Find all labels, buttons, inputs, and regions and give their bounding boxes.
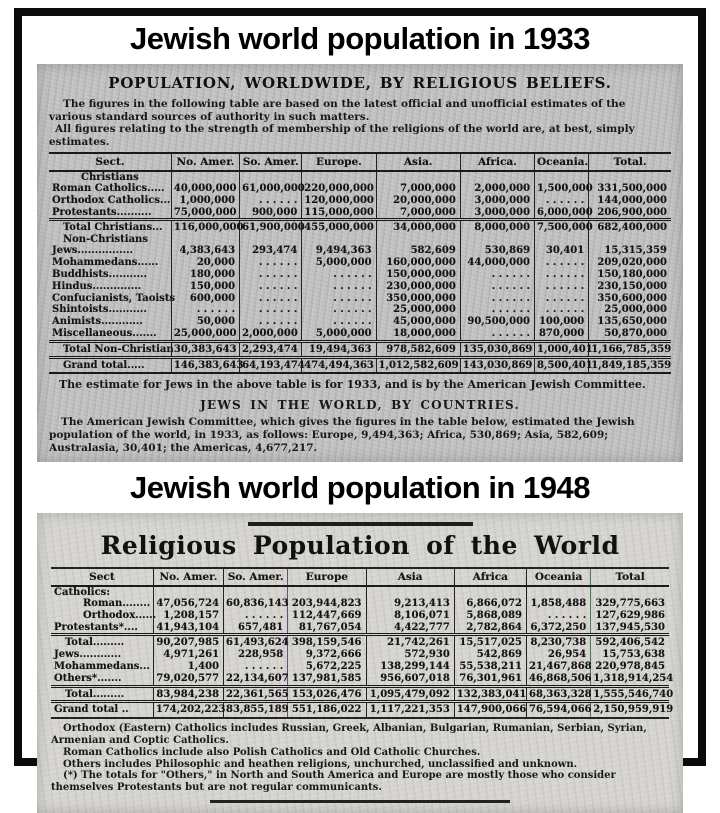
cell: 2,782,864 [454, 622, 526, 635]
table-row [49, 304, 671, 316]
cell: . . . . . . [224, 661, 288, 673]
page-title-1933: Jewish world population in 1933 [130, 21, 590, 56]
cell: 61,900,000 [240, 220, 302, 234]
cell: . . . . . . [460, 304, 534, 316]
cell: . . . . . . [460, 328, 534, 341]
cell: 25,000,000 [589, 304, 671, 316]
cell: 30,401 [535, 245, 589, 257]
cell: 81,767,054 [288, 622, 366, 635]
row-label: Hindus.............. [52, 280, 142, 292]
column-header: Oceania. [535, 153, 589, 171]
table-row [49, 195, 671, 207]
column-header: Sect. [49, 153, 171, 171]
cell: 956,607,018 [366, 673, 454, 686]
cell: 61,000,000 [240, 183, 302, 195]
scan-1933 [37, 64, 683, 462]
column-header: Sect [51, 568, 153, 586]
cell: 146,383,643 [171, 357, 239, 373]
cell: 68,363,328 [527, 686, 591, 702]
cell: 7,000,000 [376, 207, 460, 220]
cell: 34,000,000 [376, 220, 460, 234]
row-label: Buddhists........... [52, 269, 147, 281]
cell: 22,134,607 [224, 673, 288, 686]
header-row [49, 153, 671, 171]
scan1933-paragraph: The American Jewish Committee, which gives the figures in the table below, estimated the Jewish population of the world, in 1933, as follows: Europe, 9,494,363; Africa, 530,869; Asia, 582,609; Australasia, 30,401; the Americas, 4,677,217. [49, 416, 635, 455]
column-header: Africa. [460, 153, 534, 171]
cell: 143,030,869 [460, 357, 534, 373]
cell: 600,000 [171, 293, 239, 305]
cell: 8,000,000 [460, 220, 534, 234]
table-row [51, 673, 669, 686]
cell: 7,000,000 [376, 183, 460, 195]
row-label: Total......... [51, 686, 153, 702]
cell: 870,000 [535, 328, 589, 341]
cell: 572,930 [366, 649, 454, 661]
cell: 160,000,000 [376, 257, 460, 269]
column-header: So. Amer. [240, 153, 302, 171]
cell: 1,095,479,092 [366, 686, 454, 702]
cell: 582,609 [376, 245, 460, 257]
cell: 1,318,914,254 [591, 673, 669, 686]
header-row [51, 568, 669, 586]
cell: . . . . . . [171, 304, 239, 316]
cell [460, 234, 534, 245]
column-header: Total. [589, 153, 671, 171]
population-1933-table [49, 152, 671, 375]
row-label: Roman Catholics..... [52, 183, 165, 195]
cell: 25,000,000 [376, 304, 460, 316]
scan1933-headline: POPULATION, WORLDWIDE, BY RELIGIOUS BELIEFS. [108, 73, 612, 92]
table-row [51, 610, 669, 622]
cell: 6,866,072 [454, 598, 526, 610]
scan1933-intro-line2: All figures relating to the strength of membership of the religions of the world are, at best, simply estimates. [49, 123, 635, 149]
cell [589, 234, 671, 245]
cell: 22,361,565 [224, 686, 288, 702]
cell: 55,538,211 [454, 661, 526, 673]
cell: 900,000 [240, 207, 302, 220]
table-row [49, 220, 671, 234]
cell: 76,594,066 [527, 702, 591, 718]
cell [376, 171, 460, 183]
table-row [49, 357, 671, 373]
cell: 83,984,238 [153, 686, 223, 702]
table-row [49, 171, 671, 183]
cell: 220,978,845 [591, 661, 669, 673]
column-header: No. Amer. [153, 568, 223, 586]
cell: 26,954 [527, 649, 591, 661]
cell: 530,869 [460, 245, 534, 257]
cell: 45,000,000 [376, 316, 460, 328]
cell [240, 171, 302, 183]
cell: 120,000,000 [302, 195, 376, 207]
cell: . . . . . . [240, 269, 302, 281]
cell: 220,000,000 [302, 183, 376, 195]
cell: 116,000,000 [171, 220, 239, 234]
cell: 127,629,986 [591, 610, 669, 622]
cell: 150,000,000 [376, 269, 460, 281]
cell: 76,301,961 [454, 673, 526, 686]
table-row [51, 635, 669, 649]
cell: 90,207,985 [153, 635, 223, 649]
cell: . . . . . . [224, 610, 288, 622]
cell: . . . . . . [240, 257, 302, 269]
cell: 100,000 [535, 316, 589, 328]
row-label: Shintoists........... [52, 304, 147, 316]
cell [460, 171, 534, 183]
table-row [49, 207, 671, 220]
cell: 329,775,663 [591, 598, 669, 610]
cell: . . . . . . [302, 293, 376, 305]
cell: 4,971,261 [153, 649, 223, 661]
cell: . . . . . . [302, 269, 376, 281]
cell: 21,467,868 [527, 661, 591, 673]
cell: 6,000,000 [535, 207, 589, 220]
cell: 79,020,577 [153, 673, 223, 686]
cell: . . . . . . [240, 281, 302, 293]
cell: . . . . . . [535, 304, 589, 316]
cell: 5,868,089 [454, 610, 526, 622]
cell: . . . . . . [535, 269, 589, 281]
cell: 1,000,000 [171, 195, 239, 207]
row-label: Grand total..... [49, 357, 171, 373]
cell: 3,000,000 [460, 195, 534, 207]
cell: 230,000,000 [376, 281, 460, 293]
cell: 978,582,609 [376, 341, 460, 357]
row-label: Mohammedans... [54, 661, 150, 673]
cell: 2,000,000 [460, 183, 534, 195]
cell: 19,494,363 [302, 341, 376, 357]
cell: . . . . . . [535, 293, 589, 305]
cell: 5,672,225 [288, 661, 366, 673]
cell: 153,026,476 [288, 686, 366, 702]
cell: 25,000,000 [171, 328, 239, 341]
cell: 350,000,000 [376, 293, 460, 305]
cell: 8,230,738 [527, 635, 591, 649]
cell: 1,012,582,609 [376, 357, 460, 373]
table-row [49, 234, 671, 245]
row-label: Total......... [51, 635, 153, 649]
cell: 206,900,000 [589, 207, 671, 220]
cell: 132,383,041 [454, 686, 526, 702]
cell: . . . . . . [535, 257, 589, 269]
row-label: Protestants.......... [52, 206, 152, 218]
cell: 293,474 [240, 245, 302, 257]
cell: 2,293,474 [240, 341, 302, 357]
column-header: Total [591, 568, 669, 586]
cell: 1,166,785,359 [589, 341, 671, 357]
cell [366, 586, 454, 598]
cell: 1,400 [153, 661, 223, 673]
column-header: Africa [454, 568, 526, 586]
row-label: Mohammedans...... [52, 257, 159, 269]
cell: 6,372,250 [527, 622, 591, 635]
cell: 1,555,546,740 [591, 686, 669, 702]
cell: . . . . . . [302, 316, 376, 328]
cell: 15,315,359 [589, 245, 671, 257]
cell [302, 234, 376, 245]
cell: 40,000,000 [171, 183, 239, 195]
cell: 20,000 [171, 257, 239, 269]
cell: 551,186,022 [288, 702, 366, 718]
cell: . . . . . . [535, 195, 589, 207]
cell [288, 586, 366, 598]
cell: 15,517,025 [454, 635, 526, 649]
cell: . . . . . . [527, 610, 591, 622]
cell: 137,981,585 [288, 673, 366, 686]
cell: 2,000,000 [240, 328, 302, 341]
cell: 228,958 [224, 649, 288, 661]
scan1933-subhead: JEWS IN THE WORLD, BY COUNTRIES. [200, 398, 520, 413]
group-label: Non-Christians [63, 234, 148, 246]
cell: 46,868,506 [527, 673, 591, 686]
cell: 331,500,000 [589, 183, 671, 195]
outer-frame [14, 8, 706, 794]
cell: . . . . . . [460, 293, 534, 305]
cell: 147,900,066 [454, 702, 526, 718]
row-label: Animists............ [52, 316, 143, 328]
cell: 47,056,724 [153, 598, 223, 610]
cell [535, 171, 589, 183]
cell: 9,213,413 [366, 598, 454, 610]
cell: 115,000,000 [302, 207, 376, 220]
cell: 150,180,000 [589, 269, 671, 281]
cell: 4,383,643 [171, 245, 239, 257]
cell [171, 171, 239, 183]
footnotes [51, 723, 669, 794]
cell: 230,150,000 [589, 281, 671, 293]
end-rule [210, 800, 510, 803]
row-label: Protestants*.... [54, 621, 138, 633]
table-row [49, 341, 671, 357]
cell: 135,650,000 [589, 316, 671, 328]
cell: . . . . . . [302, 304, 376, 316]
cell: 1,858,488 [527, 598, 591, 610]
cell: 41,943,104 [153, 622, 223, 635]
cell: 1,208,157 [153, 610, 223, 622]
cell: 90,500,000 [460, 316, 534, 328]
table-row [51, 686, 669, 702]
cell: 1,117,221,353 [366, 702, 454, 718]
cell: 542,869 [454, 649, 526, 661]
cell: 8,500,401 [535, 357, 589, 373]
column-header: Oceania [527, 568, 591, 586]
cell: 15,753,638 [591, 649, 669, 661]
headline-rule [248, 522, 473, 526]
cell: 75,000,000 [171, 207, 239, 220]
cell: 174,202,223 [153, 702, 223, 718]
cell [171, 234, 239, 245]
cell: 20,000,000 [376, 195, 460, 207]
table-row [51, 661, 669, 673]
cell: . . . . . . [240, 304, 302, 316]
cell: 350,600,000 [589, 293, 671, 305]
cell: 7,500,000 [535, 220, 589, 234]
cell: 682,400,000 [589, 220, 671, 234]
table-row [51, 649, 669, 661]
scan1933-note: The estimate for Jews in the above table is for 1933, and is by the American Jewish Committee. [59, 378, 646, 392]
row-label: Roman........ [83, 598, 151, 610]
cell: 209,020,000 [589, 257, 671, 269]
cell: 9,372,666 [288, 649, 366, 661]
scan1933-intro-line1: The figures in the following table are based on the latest official and unofficial estimates of the various standard sources of authority in such matters. [49, 97, 626, 123]
cell: . . . . . . [240, 195, 302, 207]
row-label: Confucianists, Taoists [52, 292, 176, 304]
cell: . . . . . . [240, 293, 302, 305]
table-row [49, 245, 671, 257]
cell [454, 586, 526, 598]
cell: 8,106,071 [366, 610, 454, 622]
cell [589, 171, 671, 183]
column-header: Asia. [376, 153, 460, 171]
cell [153, 586, 223, 598]
row-label: Grand total .. [51, 702, 153, 718]
cell: 50,000 [171, 316, 239, 328]
cell: 60,836,143 [224, 598, 288, 610]
cell: . . . . . . [302, 281, 376, 293]
cell: 3,000,000 [460, 207, 534, 220]
cell: 44,000,000 [460, 257, 534, 269]
cell: 21,742,261 [366, 635, 454, 649]
table-row [51, 586, 669, 598]
cell: 30,383,643 [171, 341, 239, 357]
population-1948-table [51, 567, 674, 719]
cell: 2,150,959,919 [591, 702, 669, 718]
row-label: Jews................ [52, 245, 134, 257]
table-row [49, 257, 671, 269]
cell: 474,494,363 [302, 357, 376, 373]
cell: 592,406,542 [591, 635, 669, 649]
cell [527, 586, 591, 598]
cell: 138,299,144 [366, 661, 454, 673]
cell: . . . . . . [535, 281, 589, 293]
cell: 1,500,000 [535, 183, 589, 195]
cell: 657,481 [224, 622, 288, 635]
cell: 4,422,777 [366, 622, 454, 635]
table-row [49, 328, 671, 341]
cell: 180,000 [171, 269, 239, 281]
column-header: Europe. [302, 153, 376, 171]
cell: 135,030,869 [460, 341, 534, 357]
cell: 144,000,000 [589, 195, 671, 207]
column-header: Asia [366, 568, 454, 586]
row-label: Orthodox Catholics... [52, 194, 171, 206]
cell: 50,870,000 [589, 328, 671, 341]
table-row [51, 598, 669, 610]
row-label: Miscellaneous....... [52, 328, 157, 340]
table-row [51, 622, 669, 635]
cell [302, 171, 376, 183]
row-label: Total Christians... [49, 220, 171, 234]
group-label: Christians [81, 171, 139, 183]
table-row [49, 293, 671, 305]
cell: 1,849,185,359 [589, 357, 671, 373]
row-label: Orthodox...... [83, 609, 157, 621]
column-header: No. Amer. [171, 153, 239, 171]
cell: 203,944,823 [288, 598, 366, 610]
cell: 61,493,624 [224, 635, 288, 649]
cell: 83,855,189 [224, 702, 288, 718]
cell: 150,000 [171, 281, 239, 293]
scan1948-headline: Religious Population of the World [100, 530, 620, 560]
page-title-1948: Jewish world population in 1948 [130, 470, 590, 506]
table-row [49, 183, 671, 195]
cell [535, 234, 589, 245]
cell: . . . . . . [460, 281, 534, 293]
footnote-roman: Roman Catholics include also Polish Catholics and Old Catholic Churches. [63, 746, 481, 758]
cell: 5,000,000 [302, 328, 376, 341]
table-row [49, 281, 671, 293]
cell: 18,000,000 [376, 328, 460, 341]
cell: 455,000,000 [302, 220, 376, 234]
cell: 1,000,401 [535, 341, 589, 357]
row-label: Jews............ [54, 649, 122, 661]
scan-1948 [37, 513, 683, 813]
footnote-asterisk: (*) The totals for "Others," in North and South America and Europe are mostly those who consider themselves Protestants but are not regular communicants. [51, 770, 616, 794]
cell: 5,000,000 [302, 257, 376, 269]
row-label: Others*....... [54, 672, 122, 684]
cell: 398,159,546 [288, 635, 366, 649]
table-row [51, 702, 669, 718]
cell [224, 586, 288, 598]
column-header: Europe [288, 568, 366, 586]
table-row [49, 316, 671, 328]
row-label: Total Non-Christian [49, 341, 171, 357]
cell [591, 586, 669, 598]
cell [240, 234, 302, 245]
footnote-others: Others includes Philosophic and heathen religions, unchurched, unclassified and unknown. [63, 758, 578, 770]
group-label: Catholics: [54, 586, 111, 598]
cell: . . . . . . [460, 269, 534, 281]
cell: . . . . . . [240, 316, 302, 328]
cell: 9,494,363 [302, 245, 376, 257]
cell: 112,447,669 [288, 610, 366, 622]
cell: 64,193,474 [240, 357, 302, 373]
column-header: So. Amer. [224, 568, 288, 586]
footnote-orthodox: Orthodox (Eastern) Catholics includes Russian, Greek, Albanian, Bulgarian, Rumanian, Serbian, Syrian, Armenian and Coptic Catholics. [51, 723, 647, 746]
table-row [49, 269, 671, 281]
cell [376, 234, 460, 245]
cell: 137,945,530 [591, 622, 669, 635]
